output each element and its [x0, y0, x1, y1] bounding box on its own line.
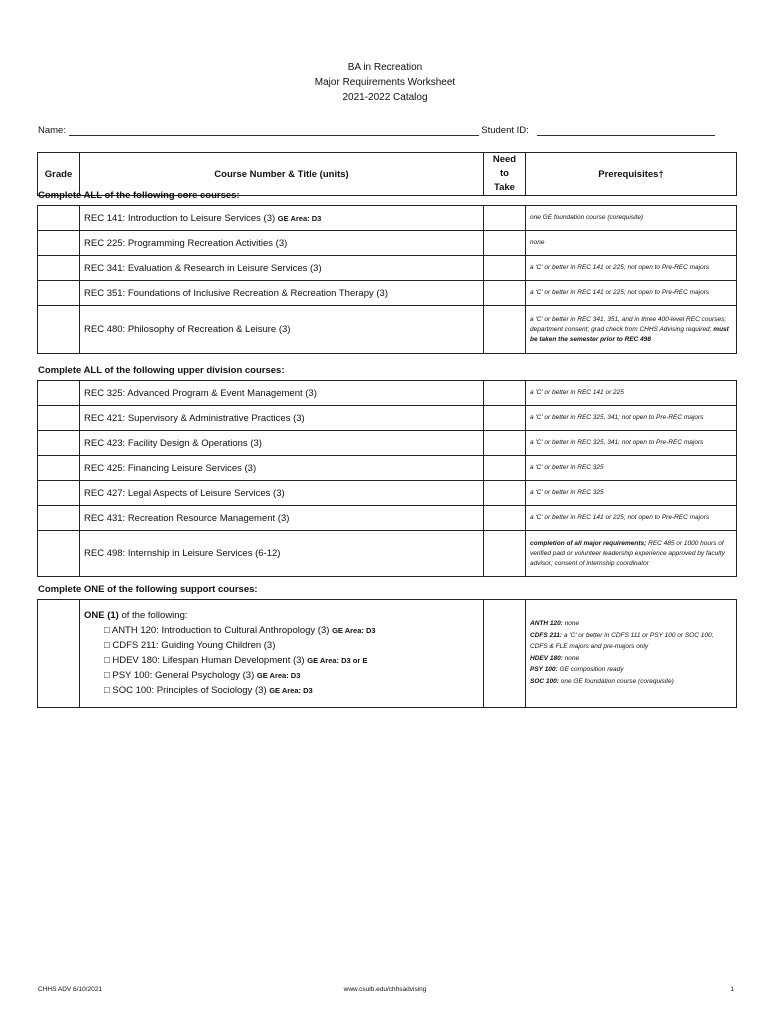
prereq-cell: a 'C' or better in REC 141 or 225 [526, 381, 737, 406]
support-lead: ONE (1) of the following: [84, 610, 188, 621]
need-cell[interactable] [484, 481, 526, 506]
prereq-cell: a 'C' or better in REC 325, 341; not open to Pre-REC majors [526, 406, 737, 431]
need-cell[interactable] [484, 381, 526, 406]
page-number: 1 [730, 986, 734, 993]
option-hdev-180[interactable]: □ HDEV 180: Lifespan Human Development (3) GE Area: D3 or E [104, 655, 368, 666]
prereq-cell: a 'C' or better in REC 325, 341; not open to Pre-REC majors [526, 431, 737, 456]
section-title-upper-division: Complete ALL of the following upper division courses: [38, 365, 285, 376]
need-cell[interactable] [484, 531, 526, 577]
grade-cell[interactable] [38, 206, 80, 231]
need-to-take-header: Need to Take [484, 153, 526, 196]
need-cell[interactable] [484, 256, 526, 281]
course-cell: REC 141: Introduction to Leisure Services (3) GE Area: D3 [80, 206, 484, 231]
footer-url[interactable]: www.csulb.edu/chhsadvising [343, 986, 427, 993]
name-label: Name: [38, 125, 66, 136]
grade-cell[interactable] [38, 381, 80, 406]
need-cell[interactable] [484, 281, 526, 306]
table-row [38, 281, 737, 306]
table-row [38, 531, 737, 577]
option-psy-100[interactable]: □ PSY 100: General Psychology (3) GE Area: D3 [104, 670, 301, 681]
grade-cell[interactable] [38, 306, 80, 354]
prereq-cell: none [526, 231, 737, 256]
table-row [38, 231, 737, 256]
doc-title: BA in Recreation [347, 62, 423, 73]
option-soc-100[interactable]: □ SOC 100: Principles of Sociology (3) GE Area: D3 [104, 685, 313, 696]
need-cell[interactable] [484, 406, 526, 431]
upper-division-table [37, 380, 737, 577]
table-row [38, 456, 737, 481]
name-field[interactable] [69, 125, 479, 136]
need-cell[interactable] [484, 206, 526, 231]
grade-cell[interactable] [38, 431, 80, 456]
course-cell: REC 325: Advanced Program & Event Management (3) [80, 381, 484, 406]
grade-cell[interactable] [38, 531, 80, 577]
table-row [38, 431, 737, 456]
need-cell[interactable] [484, 506, 526, 531]
grade-header: Grade [38, 153, 80, 196]
grade-cell[interactable] [38, 600, 80, 708]
student-id-field[interactable] [537, 125, 715, 136]
prereq-header: Prerequisites† [526, 153, 737, 196]
need-cell[interactable] [484, 456, 526, 481]
grade-cell[interactable] [38, 456, 80, 481]
table-row [38, 306, 737, 354]
prereq-cell: a 'C' or better in REC 141 or 225; not open to Pre-REC majors [526, 506, 737, 531]
prereq-cell: a 'C' or better in REC 141 or 225; not open to Pre-REC majors [526, 256, 737, 281]
grade-cell[interactable] [38, 406, 80, 431]
prereq-cdfs-211: CDFS 211: a 'C' or better in CDFS 111 or PSY 100 or SOC 100; CDFS & FLE majors and pre-majors only [530, 631, 714, 650]
prereq-cell: a 'C' or better in REC 325 [526, 481, 737, 506]
table-row [38, 481, 737, 506]
grade-cell[interactable] [38, 281, 80, 306]
table-row [38, 600, 737, 708]
course-cell: REC 425: Financing Leisure Services (3) [80, 456, 484, 481]
name-id-row [38, 125, 738, 136]
need-cell[interactable] [484, 600, 526, 708]
footer-doc-code: CHHS ADV 6/10/2021 [38, 986, 102, 993]
need-cell[interactable] [484, 306, 526, 354]
support-courses-table [37, 599, 737, 708]
support-prereq-cell [526, 600, 737, 708]
table-row [38, 506, 737, 531]
need-cell[interactable] [484, 231, 526, 256]
prereq-cell: a 'C' or better in REC 341, 351, and in three 400-level REC courses; department consent; grad check from CHHS Advising required; must be taken the semester prior to REC 498 [526, 306, 737, 354]
prereq-cell: a 'C' or better in REC 141 or 225; not open to Pre-REC majors [526, 281, 737, 306]
catalog-year: 2021-2022 Catalog [342, 92, 428, 103]
prereq-cell: one GE foundation course (corequisite) [526, 206, 737, 231]
section-title-core: Complete ALL of the following core courses: [38, 190, 240, 201]
course-cell: REC 431: Recreation Resource Management (3) [80, 506, 484, 531]
course-cell: REC 480: Philosophy of Recreation & Leisure (3) [80, 306, 484, 354]
prereq-psy-100: PSY 100: GE composition ready [530, 666, 624, 673]
support-options-cell [80, 600, 484, 708]
table-row [38, 256, 737, 281]
course-cell: REC 351: Foundations of Inclusive Recreation & Recreation Therapy (3) [80, 281, 484, 306]
course-cell: REC 427: Legal Aspects of Leisure Services (3) [80, 481, 484, 506]
course-cell: REC 423: Facility Design & Operations (3) [80, 431, 484, 456]
prereq-hdev-180: HDEV 180: none [530, 654, 580, 662]
grade-cell[interactable] [38, 231, 80, 256]
course-cell: REC 498: Internship in Leisure Services (6-12) [80, 531, 484, 577]
course-cell: REC 421: Supervisory & Administrative Practices (3) [80, 406, 484, 431]
core-courses-table [37, 205, 737, 354]
grade-cell[interactable] [38, 506, 80, 531]
table-row [38, 206, 737, 231]
need-cell[interactable] [484, 431, 526, 456]
option-anth-120[interactable]: □ ANTH 120: Introduction to Cultural Anthropology (3) GE Area: D3 [104, 625, 376, 636]
option-cdfs-211[interactable]: □ CDFS 211: Guiding Young Children (3) [104, 640, 276, 651]
prereq-anth-120: ANTH 120: none [530, 620, 580, 627]
prereq-cell: completion of all major requirements; REC 485 or 1000 hours of verified paid or volunteer leadership experience approved by faculty advisor; consent of internship coordinator [526, 531, 737, 577]
section-title-support: Complete ONE of the following support courses: [38, 584, 258, 595]
course-header: Course Number & Title (units) [80, 153, 484, 196]
table-row [38, 406, 737, 431]
grade-cell[interactable] [38, 256, 80, 281]
student-id-label: Student ID: [481, 125, 529, 136]
doc-subtitle: Major Requirements Worksheet [314, 77, 456, 88]
prereq-cell: a 'C' or better in REC 325 [526, 456, 737, 481]
prereq-soc-100: SOC 100: one GE foundation course (corequisite) [530, 677, 674, 685]
grade-cell[interactable] [38, 481, 80, 506]
table-row [38, 381, 737, 406]
course-cell: REC 225: Programming Recreation Activities (3) [80, 231, 484, 256]
course-cell: REC 341: Evaluation & Research in Leisure Services (3) [80, 256, 484, 281]
